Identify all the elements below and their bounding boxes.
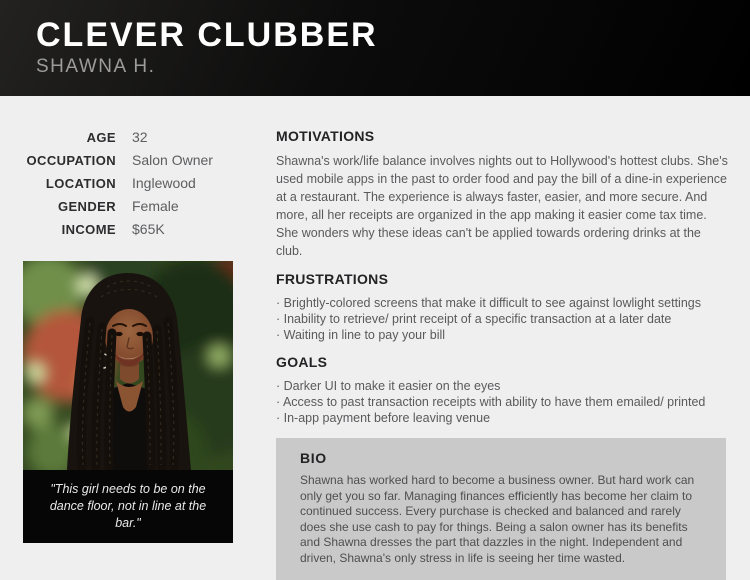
goal-item: · Access to past transaction receipts with ability to have them emailed/ printed <box>276 395 706 409</box>
demo-value: 32 <box>132 129 148 145</box>
frustration-item: · Waiting in line to pay your bill <box>276 328 446 342</box>
frustration-item: · Inability to retrieve/ print receipt of a specific transaction at a later date <box>276 312 672 326</box>
motivations-heading: MOTIVATIONS <box>276 128 375 144</box>
demo-row-income <box>0 222 240 237</box>
persona-name: SHAWNA H. <box>36 56 156 78</box>
motivations-body: Shawna's work/life balance involves nights out to Hollywood's hottest clubs. She's used mobile apps in the past to order food and pay the bill of a dine-in experience at a restaurant. The experience is always faster, easier, and more secure. And more, all her receipts are organized in the app making it easier come tax time. She wonders why these ideas can't be applied towards ordering drinks at the club. <box>276 154 728 258</box>
demo-value: Inglewood <box>132 175 196 191</box>
demo-label: LOCATION <box>45 176 116 191</box>
demo-value: Salon Owner <box>132 152 213 168</box>
demo-row-age <box>0 130 240 145</box>
demo-row-occupation <box>0 153 240 168</box>
persona-quote: "This girl needs to be on the dance floor, not in line at the bar." <box>49 482 207 530</box>
details-column <box>276 129 728 580</box>
demo-label: AGE <box>86 130 116 145</box>
header-banner <box>0 0 750 96</box>
goals-heading: GOALS <box>276 354 328 370</box>
demo-row-gender <box>0 199 240 214</box>
demographics-list <box>0 130 240 245</box>
persona-title: CLEVER CLUBBER <box>36 15 378 54</box>
bio-heading: BIO <box>300 450 327 466</box>
frustrations-list <box>276 295 728 343</box>
frustrations-heading: FRUSTRATIONS <box>276 271 389 287</box>
goal-item: · Darker UI to make it easier on the eyes <box>276 379 501 393</box>
goal-item: · In-app payment before leaving venue <box>276 411 491 425</box>
quote-box <box>23 470 233 543</box>
demo-label: INCOME <box>61 222 116 237</box>
demo-row-location <box>0 176 240 191</box>
bio-body: Shawna has worked hard to become a business owner. But hard work can only get you so far. Managing finances efficiently has become her claim to continued success. Every purchase is checked and balanced and rarely does she use cash to pay for things. Being a salon owner has its benefits and Shawna dresses the part that dazzles in the night. Independent and driven, Shawna's only stress in life is seeing her time wasted. <box>300 473 695 565</box>
persona-photo-card <box>23 261 233 543</box>
frustration-item: · Brightly-colored screens that make it difficult to see against lowlight settings <box>276 296 701 310</box>
persona-photo <box>23 261 233 470</box>
bio-box <box>276 438 726 580</box>
goals-list <box>276 378 728 426</box>
demo-value: Female <box>132 198 179 214</box>
demo-label: OCCUPATION <box>26 153 116 168</box>
demo-value: $65K <box>132 221 165 237</box>
demo-label: GENDER <box>57 199 116 214</box>
